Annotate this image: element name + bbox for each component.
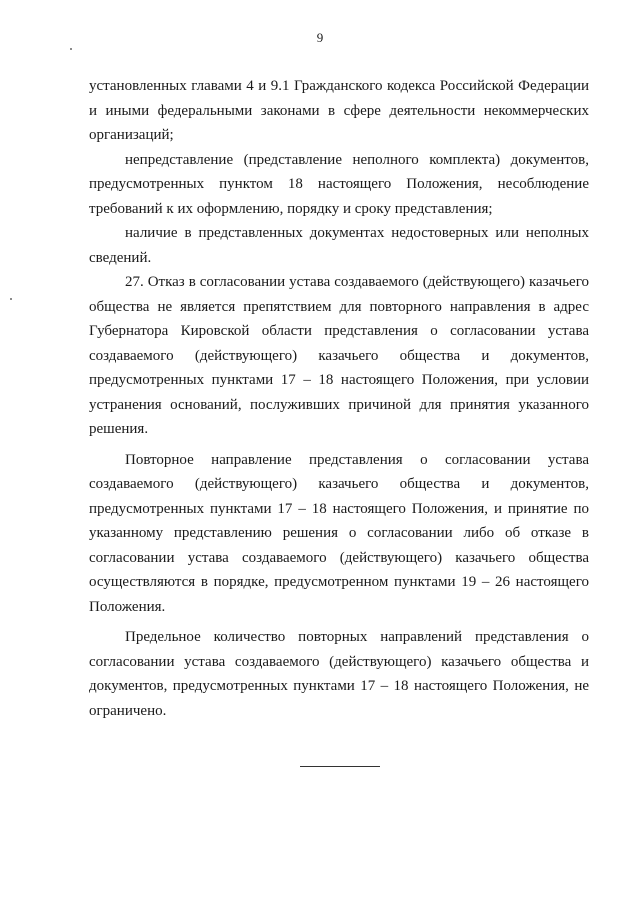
paragraph-inaccurate-info: наличие в представленных документах недостоверных или неполных сведений. <box>89 225 589 266</box>
page-number: 9 <box>316 30 324 45</box>
scan-artifact <box>70 48 72 50</box>
document-body <box>89 74 589 723</box>
end-of-text-rule <box>300 766 380 767</box>
paragraph-continuation: установленных главами 4 и 9.1 Гражданского кодекса Российской Федерации и иными федеральными законами в сфере деятельности некоммерческих организаций; <box>89 78 589 143</box>
paragraph-incomplete-documents: непредставление (представление неполного комплекта) документов, предусмотренных пунктом 18 настоящего Положения, несоблюдение требований к их оформлению, порядку и сроку представления; <box>89 151 589 217</box>
paragraph-resubmission-limit: Предельное количество повторных направлений представления о согласовании устава создаваемого (действующего) казачьего общества и документов, предусмотренных пунктами 17 – 18 настоящего Положения, не ограничено. <box>89 629 589 719</box>
paragraph-resubmission: Повторное направление представления о согласовании устава создаваемого (действующего) казачьего общества и документов, предусмотренных пунктами 17 – 18 настоящего Положения, и принятие по указанному представлению решения о согласовании либо об отказе в согласовании устава создаваемого (действующего) казачьего общества осуществляются в порядке, предусмотренном пунктами 19 – 26 настоящего Положения. <box>89 451 589 615</box>
scan-artifact <box>10 298 12 300</box>
paragraph-27-refusal: 27. Отказ в согласовании устава создаваемого (действующего) казачьего общества не является препятствием для повторного направления в адрес Губернатора Кировской области представления о согласовании устава создаваемого (действующего) казачьего общества и документов, предусмотренных пунктами 17 – 18 настоящего Положения, при условии устранения оснований, послуживших причиной для принятия указанного решения. <box>89 274 589 437</box>
